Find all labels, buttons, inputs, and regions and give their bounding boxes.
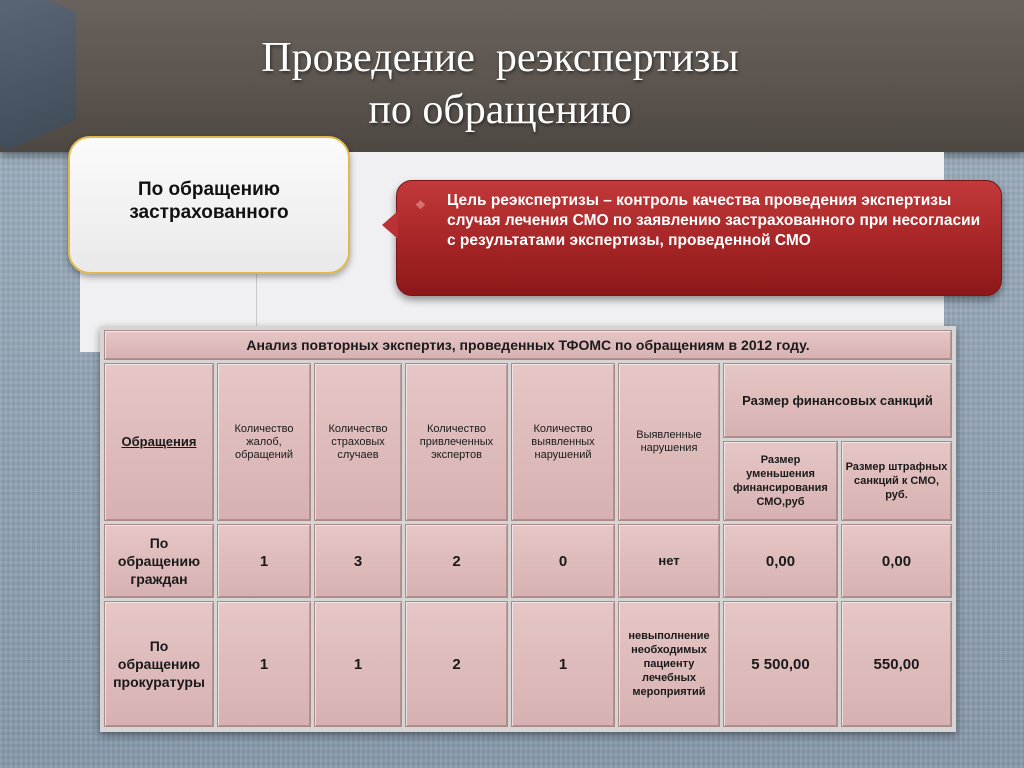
table-cell-complaints: 1 <box>217 524 311 598</box>
appeal-callout <box>68 136 350 274</box>
header-reduction: Размер уменьшения финансирования СМО,руб <box>723 441 838 521</box>
appeal-callout-text: По обращению застрахованного <box>129 179 289 223</box>
expertise-table <box>100 326 956 732</box>
table-cell-complaints: 1 <box>217 601 311 727</box>
table-cell-violations: нет <box>618 524 720 598</box>
header-experts: Количество привлеченных экспертов <box>405 363 508 521</box>
table-cell-insured-cases: 1 <box>314 601 402 727</box>
goal-callout-text: Цель реэкспертизы – контроль качества проведения экспертизы случая лечения СМО по заявлению застрахованного при несогласии с результатами экспертизы, проведенной СМО <box>447 192 981 249</box>
table-cell-violations-count: 1 <box>511 601 615 727</box>
table-caption: Анализ повторных экспертиз, проведенных ТФОМС по обращениям в 2012 году. <box>104 330 952 360</box>
goal-callout <box>396 180 1002 296</box>
header-complaints: Количество жалоб, обращений <box>217 363 311 521</box>
slide-title-line-1: Проведение реэкспертизы <box>261 35 739 81</box>
table-cell-violations: невыполнение необходимых пациенту лечебных мероприятий <box>618 601 720 727</box>
table-cell-experts: 2 <box>405 601 508 727</box>
table-cell-fines: 0,00 <box>841 524 952 598</box>
header-fines: Размер штрафных санкций к СМО, руб. <box>841 441 952 521</box>
header-insured-cases: Количество страховых случаев <box>314 363 402 521</box>
table-row-label: По обращению граждан <box>104 524 214 598</box>
slide-title-line-2: по обращению <box>368 87 632 133</box>
table-cell-experts: 2 <box>405 524 508 598</box>
table-row-label: По обращению прокуратуры <box>104 601 214 727</box>
goal-callout-pointer <box>382 211 398 239</box>
table-cell-reduction: 5 500,00 <box>723 601 838 727</box>
header-appeals: Обращения <box>104 363 214 521</box>
table-cell-reduction: 0,00 <box>723 524 838 598</box>
bullet-marker-icon: ❖ <box>415 198 426 212</box>
table-cell-violations-count: 0 <box>511 524 615 598</box>
slide-title <box>180 32 820 136</box>
header-sanctions: Размер финансовых санкций <box>723 363 952 438</box>
header-violations-count: Количество выявленных нарушений <box>511 363 615 521</box>
header-violations: Выявленные нарушения <box>618 363 720 521</box>
table-cell-fines: 550,00 <box>841 601 952 727</box>
table-cell-insured-cases: 3 <box>314 524 402 598</box>
